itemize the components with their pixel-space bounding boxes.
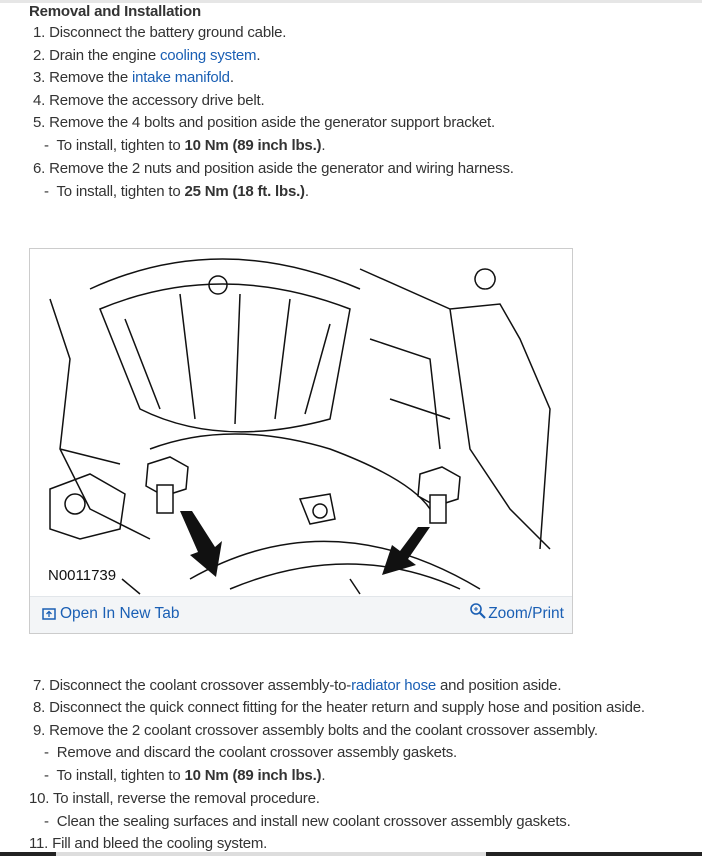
step-number: 3. [33, 69, 46, 86]
step-item [33, 113, 495, 133]
step-text: . [304, 183, 309, 200]
step-item [33, 698, 645, 718]
step-note [44, 182, 309, 202]
step-number: 6. [33, 160, 46, 177]
open-in-new-tab-label: Open In New Tab [60, 605, 180, 622]
step-text: To install, tighten to [56, 137, 185, 154]
step-item [33, 46, 260, 66]
step-text: Remove and discard the coolant crossover assembly gaskets. [56, 744, 457, 761]
magnifier-icon [469, 602, 487, 620]
step-item [29, 834, 267, 854]
inline-link[interactable]: cooling system [159, 47, 257, 64]
bullet-dash: - [44, 137, 57, 154]
step-number: 9. [33, 722, 46, 739]
step-number: 2. [33, 47, 46, 64]
step-number: 1. [33, 24, 46, 41]
step-item [33, 91, 264, 111]
step-item [29, 789, 320, 809]
step-number: 4. [33, 92, 46, 109]
step-number: 8. [33, 699, 46, 716]
step-text: . [321, 767, 326, 784]
open-new-tab-icon [42, 608, 56, 621]
open-in-new-tab-link[interactable] [42, 605, 179, 623]
torque-value: 25 Nm (18 ft. lbs.) [184, 183, 305, 200]
step-text: Clean the sealing surfaces and install new coolant crossover assembly gaskets. [56, 813, 571, 830]
step-note [44, 766, 325, 786]
step-item [33, 159, 514, 179]
figure-footer [30, 596, 572, 633]
figure-box [29, 248, 573, 634]
step-text: Disconnect the quick connect fitting for the heater return and supply hose and position aside. [49, 699, 645, 716]
torque-value: 10 Nm (89 inch lbs.) [184, 137, 322, 154]
step-text: To install, tighten to [56, 767, 185, 784]
step-text: Disconnect the coolant crossover assembly-to- [49, 677, 352, 694]
step-number: 10. [29, 790, 50, 807]
bottom-edge [0, 852, 702, 856]
bullet-dash: - [44, 744, 57, 761]
step-number: 11. [29, 835, 49, 852]
step-item [33, 676, 561, 696]
step-text: Disconnect the battery ground cable. [49, 24, 287, 41]
step-text: Remove the 2 nuts and position aside the generator and wiring harness. [49, 160, 514, 177]
step-item [33, 721, 598, 741]
step-number: 7. [33, 677, 46, 694]
step-text: and position aside. [436, 677, 562, 694]
step-text: Remove the accessory drive belt. [49, 92, 265, 109]
step-note [44, 136, 325, 156]
step-text: Fill and bleed the cooling system. [52, 835, 268, 852]
bullet-dash: - [44, 767, 57, 784]
step-note [44, 812, 571, 832]
step-text: . [321, 137, 326, 154]
engine-diagram [30, 249, 572, 597]
step-text: To install, reverse the removal procedure. [52, 790, 320, 807]
bullet-dash: - [44, 813, 57, 830]
section-title: Removal and Installation [29, 3, 201, 20]
step-text: . [256, 47, 261, 64]
step-number: 5. [33, 114, 46, 131]
inline-link[interactable]: radiator hose [351, 677, 437, 694]
step-text: Drain the engine [49, 47, 160, 64]
step-item [33, 68, 234, 88]
inline-link[interactable]: intake manifold [131, 69, 230, 86]
zoom-print-label: Zoom/Print [488, 605, 564, 622]
step-text: Remove the 2 coolant crossover assembly bolts and the coolant crossover assembly. [49, 722, 598, 739]
torque-value: 10 Nm (89 inch lbs.) [184, 767, 322, 784]
step-text: Remove the [49, 69, 132, 86]
bullet-dash: - [44, 183, 57, 200]
figure-id-label: N0011739 [48, 567, 117, 584]
step-text: To install, tighten to [56, 183, 185, 200]
step-item [33, 23, 286, 43]
zoom-print-link[interactable] [469, 605, 564, 623]
step-note [44, 743, 457, 763]
step-text: Remove the 4 bolts and position aside the generator support bracket. [49, 114, 495, 131]
step-text: . [229, 69, 234, 86]
